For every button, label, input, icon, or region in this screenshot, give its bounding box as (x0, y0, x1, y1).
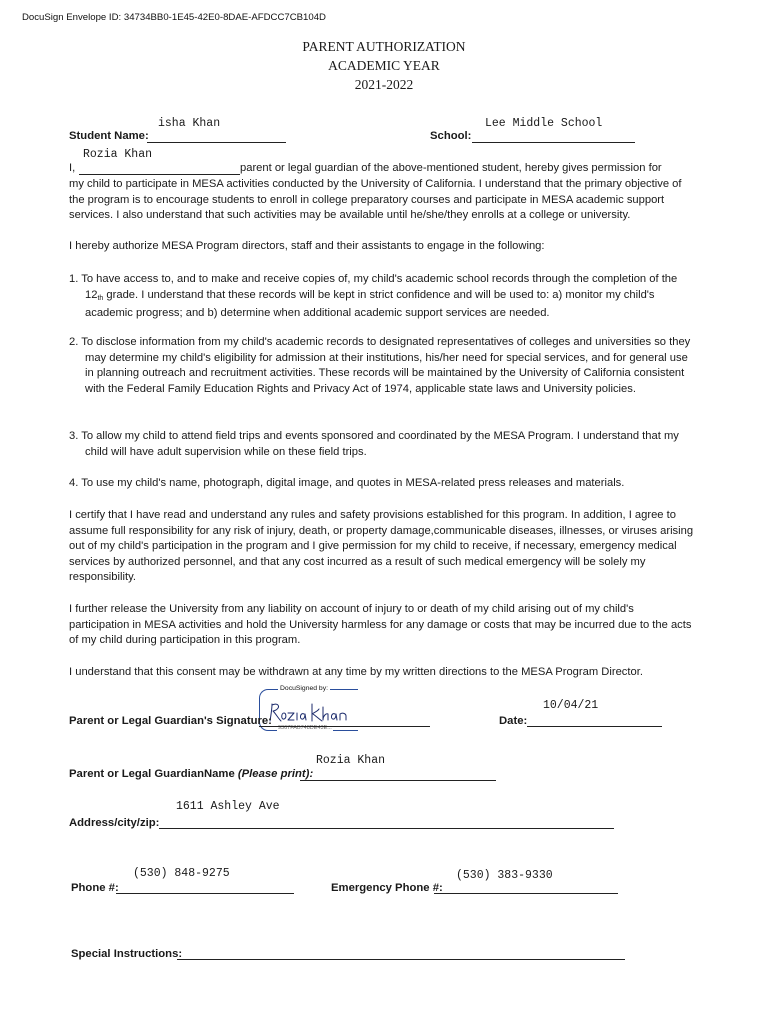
emergency-phone-label: Emergency Phone #: (331, 882, 443, 894)
docusign-id: 9367FAB748DE43E... (278, 725, 332, 731)
school-label: School: (430, 130, 472, 142)
signature-line (259, 726, 430, 727)
consent-paragraph: I understand that this consent may be withdrawn at any time by my written directions to the MESA Program Director. (69, 666, 643, 678)
signature-label: Parent or Legal Guardian's Signature: (69, 715, 272, 727)
student-name-label: Student Name: (69, 130, 149, 142)
special-instructions-label: Special Instructions: (71, 948, 183, 960)
item-4: 4. To use my child's name, photograph, digital image, and quotes in MESA-related press releases and materials. (69, 477, 625, 489)
school-value[interactable]: Lee Middle School (485, 117, 603, 130)
intro-prefix: I, (69, 162, 76, 174)
phone-label: Phone #: (71, 882, 119, 894)
envelope-id: DocuSign Envelope ID: 34734BB0-1E45-42E0-8DAE-AFDCC7CB104D (22, 12, 326, 23)
emergency-phone-line (434, 893, 618, 894)
item-3: 3. To allow my child to attend field trips and events sponsored and coordinated by the MESA Program. I understand that my child will have adult supervision while on these field trips. (69, 430, 679, 458)
address-line (159, 828, 614, 829)
address-label: Address/city/zip: (69, 817, 160, 829)
item-2: 2. To disclose information from my child's academic records to designated representatives of colleges and universities so they may determine my child's eligibility for admission at their institutions, his/her need for special services, and for general use in planning outreach and recruitment activities. These records will be maintained by the University of California consistent with the Federal Family Education Rights and Privacy Act of 1974, applicable state laws and University policies. (69, 336, 691, 395)
item-1: 1. To have access to, and to make and receive copies of, my child's academic school records through the completion of the $12_{th}$ grade. I understand that these records will be kept in strict confidence and will be used to: a) monitor my child's academic progress; and b) determine when additional academic support services are needed. (69, 273, 678, 320)
school-line (472, 142, 635, 143)
special-instructions-line[interactable] (177, 959, 625, 960)
phone-value[interactable]: (530) 848-9275 (133, 867, 230, 880)
guardian-print-value[interactable]: Rozia Khan (316, 754, 386, 767)
phone-line (116, 893, 294, 894)
release-paragraph: I further release the University from any liability on account of injury to or death of my child arising out of my child's participation in MESA activities and hold the University harmless for any damage or costs that may be incurred due to the acts of my child during participation in this program. (69, 603, 692, 647)
authorize-text: I hereby authorize MESA Program directors, staff and their assistants to engage in the following: (69, 240, 545, 252)
guardian-name-value[interactable]: Rozia Khan (83, 148, 153, 161)
guardian-signature[interactable] (268, 701, 352, 725)
date-line (527, 726, 662, 727)
student-name-value[interactable]: isha Khan (158, 117, 221, 130)
form-subtitle: ACADEMIC YEAR (328, 58, 440, 73)
intro-line1: parent or legal guardian of the above-mentioned student, hereby gives permission for (240, 162, 662, 174)
student-name-line (147, 142, 286, 143)
guardian-name-line (79, 174, 240, 175)
intro-paragraph: my child to participate in MESA activities conducted by the University of California. I understand that the primary objective of the program is to encourage students to enroll in college preparatory courses and participate in MESA academic support services. I also understand that such activities may be available until he/she/they enrolls at a college or university. (69, 178, 682, 222)
emergency-phone-value[interactable]: (530) 383-9330 (456, 869, 553, 882)
form-year: 2021-2022 (354, 77, 414, 92)
form-title: PARENT AUTHORIZATION (302, 39, 466, 54)
date-value[interactable]: 10/04/21 (543, 699, 599, 712)
date-label: Date: (499, 715, 528, 727)
guardian-print-line (300, 780, 496, 781)
guardian-print-label: Parent or Legal GuardianName (Please print): (69, 768, 314, 780)
certify-paragraph: I certify that I have read and understand any rules and safety provisions established for this program. In addition, I agree to assume full responsibility for any risk of injury, death, or property damage,communicable diseases, illnesses, or viruses arising out of my child's participation in the program and I give permission for my child to receive, if necessary, emergency medical services by authorized personnel, and that any cost incurred as a result of such medical emergency will be solely my responsibility. (69, 509, 694, 584)
docusigned-by-label: DocuSigned by: (280, 685, 328, 692)
address-value[interactable]: 1611 Ashley Ave (176, 800, 280, 813)
